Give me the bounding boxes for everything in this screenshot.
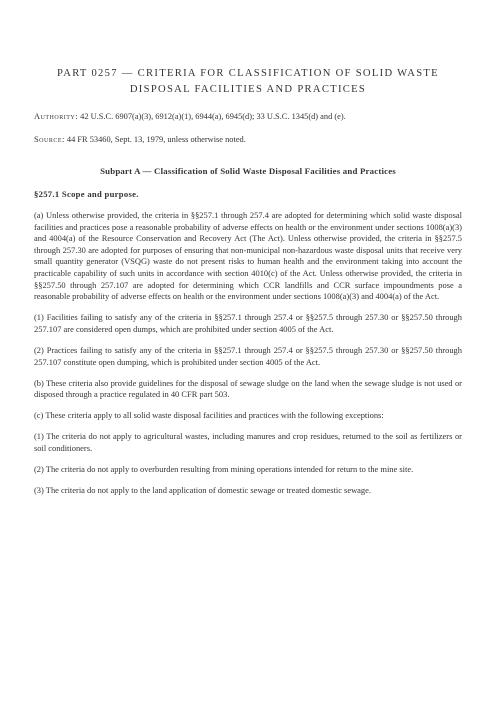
authority-label: Authority:: [34, 112, 79, 121]
section-heading: §257.1 Scope and purpose.: [34, 189, 139, 199]
source-line: [34, 134, 462, 146]
paragraph-a-2: (2) Practices failing to satisfy any of the criteria in §§257.1 through 257.4 or §§257.5 through 257.30 or §§257.50 through 257.107 constitute open dumping, which is prohibited under section 4005 of the Act.: [34, 344, 462, 367]
paragraph-c-3: (3) The criteria do not apply to the land application of domestic sewage or treated domestic sewage.: [34, 485, 371, 496]
paragraph-a: (a) Unless otherwise provided, the criteria in §§257.1 through 257.4 are adopted for determining which solid waste disposal facilities and practices pose a reasonable probability of adverse effects on health or the environment under sections 1008(a)(3) and 4004(a) of the Resource Conservation and Recovery Act (The Act). Unless otherwise provided, the criteria in §§257.5 through 257.30 are adopted for purposes of ensuring that non-municipal non-hazardous waste disposal units that receive very small quantity generator (VSQG) waste do not present risks to human health and the environment taking into account the practicable capability of such units in accordance with section 4010(c) of the Act. Unless otherwise provided, the criteria in §§257.50 through 257.107 are adopted for determining which CCR landfills and CCR surface impoundments pose a reasonable probability of adverse effects on health or the environment under sections 1008(a)(3) and 4004(a) of the Act.: [34, 210, 462, 302]
paragraph-b: (b) These criteria also provide guidelines for the disposal of sewage sludge on the land when the sewage sludge is not used or disposed through a practice regulated in 40 CFR part 503.: [34, 377, 462, 400]
source-label: Source:: [34, 135, 65, 144]
part-title: PART 0257 — CRITERIA FOR CLASSIFICATION OF SOLID WASTE DISPOSAL FACILITIES AND PRACTICES: [57, 68, 439, 95]
paragraph-c-2: (2) The criteria do not apply to overburden resulting from mining operations intended for return to the mine site.: [34, 464, 414, 475]
paragraph-c: (c) These criteria apply to all solid waste disposal facilities and practices with the following exceptions:: [34, 410, 384, 421]
authority-text: 42 U.S.C. 6907(a)(3), 6912(a)(1), 6944(a), 6945(d); 33 U.S.C. 1345(d) and (e).: [78, 112, 346, 121]
authority-line: [34, 111, 462, 123]
subpart-heading: Subpart A — Classification of Solid Waste Disposal Facilities and Practices: [100, 166, 396, 176]
source-text: 44 FR 53460, Sept. 13, 1979, unless otherwise noted.: [64, 135, 246, 144]
paragraph-a-1: (1) Facilities failing to satisfy any of the criteria in §§257.1 through 257.4 or §§257.5 through 257.30 or §§257.50 through 257.107 are considered open dumps, which are prohibited under section 4005 of the Act.: [34, 312, 462, 334]
paragraph-c-1: (1) The criteria do not apply to agricultural wastes, including manures and crop residues, returned to the soil as fertilizers or soil conditioners.: [34, 431, 462, 453]
document-page: [34, 66, 462, 506]
